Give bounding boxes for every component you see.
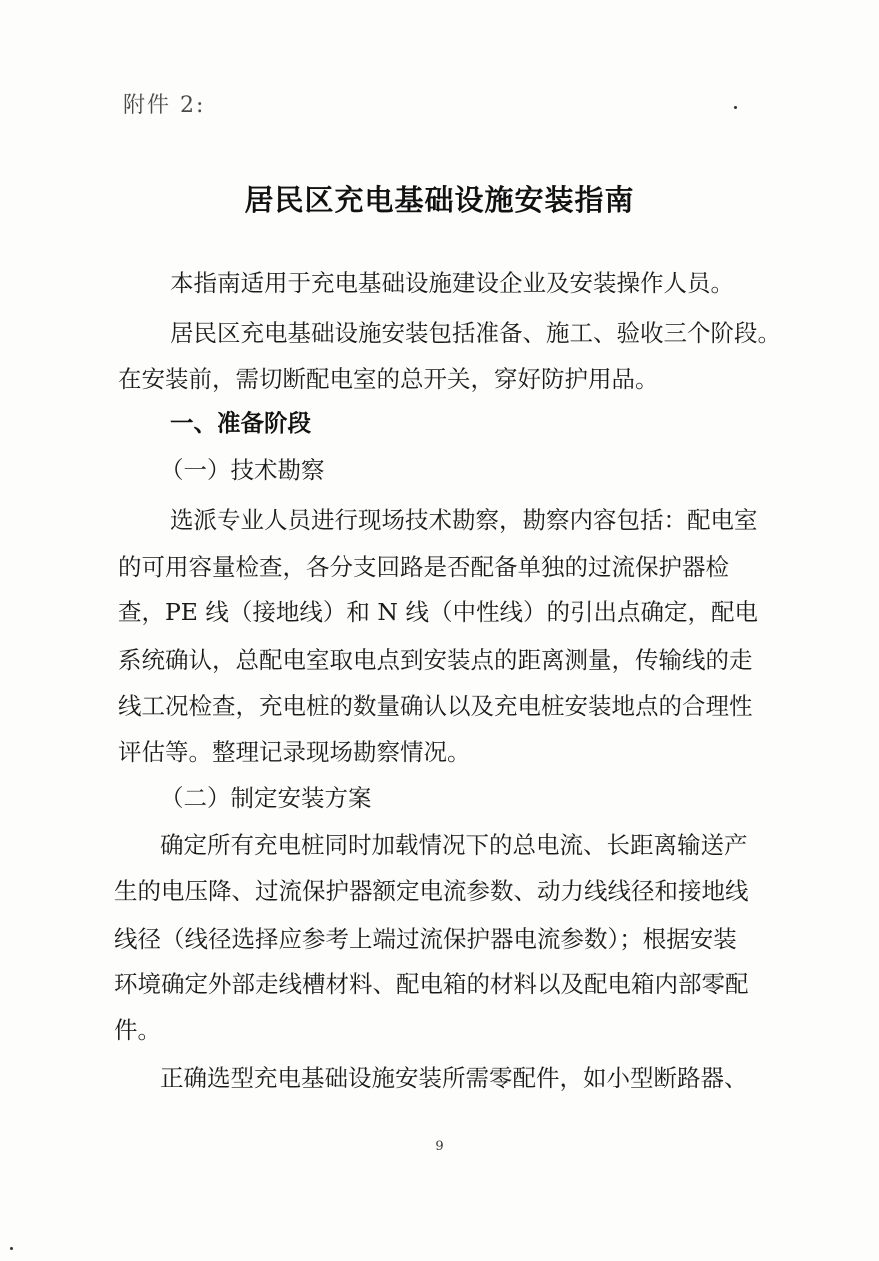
scan-speck: [10, 1247, 13, 1250]
paragraph-line: 件。: [114, 1016, 161, 1044]
paragraph-line: 正确选型充电基础设施安装所需零配件，如小型断路器、: [160, 1064, 748, 1092]
paragraph-line: 居民区充电基础设施安装包括准备、施工、验收三个阶段。: [170, 319, 781, 347]
paragraph-line: 环境确定外部走线槽材料、配电箱的材料以及配电箱内部零配: [114, 970, 749, 998]
paragraph-line: 线工况检查，充电桩的数量确认以及充电桩安装地点的合理性: [118, 692, 753, 720]
paragraph-line: 在安装前，需切断配电室的总开关，穿好防护用品。: [118, 365, 659, 393]
page-number: 9: [435, 1139, 444, 1154]
paragraph-line: 本指南适用于充电基础设施建设企业及安装操作人员。: [170, 269, 734, 297]
section-heading: 一、准备阶段: [170, 409, 311, 437]
paragraph-line: 的可用容量检查，各分支回路是否配备单独的过流保护器检: [118, 553, 729, 581]
paragraph-line: 选派专业人员进行现场技术勘察，勘察内容包括：配电室: [170, 506, 758, 534]
paragraph-line: 评估等。整理记录现场勘察情况。: [118, 738, 471, 766]
paragraph-line: 查，PE 线（接地线）和 N 线（中性线）的引出点确定，配电: [118, 598, 758, 626]
subsection-heading: （一）技术勘察: [160, 456, 325, 484]
paragraph-line: 线径（线径选择应参考上端过流保护器电流参数）；根据安装: [114, 925, 737, 953]
attachment-label: 附件 2:: [123, 93, 206, 118]
paragraph-line: 确定所有充电桩同时加载情况下的总电流、长距离输送产: [160, 831, 748, 859]
document-title: 居民区充电基础设施安装指南: [244, 183, 635, 217]
paragraph-line: 生的电压降、过流保护器额定电流参数、动力线线径和接地线: [114, 877, 749, 905]
scan-speck: [734, 106, 737, 109]
paragraph-line: 系统确认，总配电室取电点到安装点的距离测量，传输线的走: [118, 646, 753, 674]
subsection-heading: （二）制定安装方案: [160, 784, 372, 812]
